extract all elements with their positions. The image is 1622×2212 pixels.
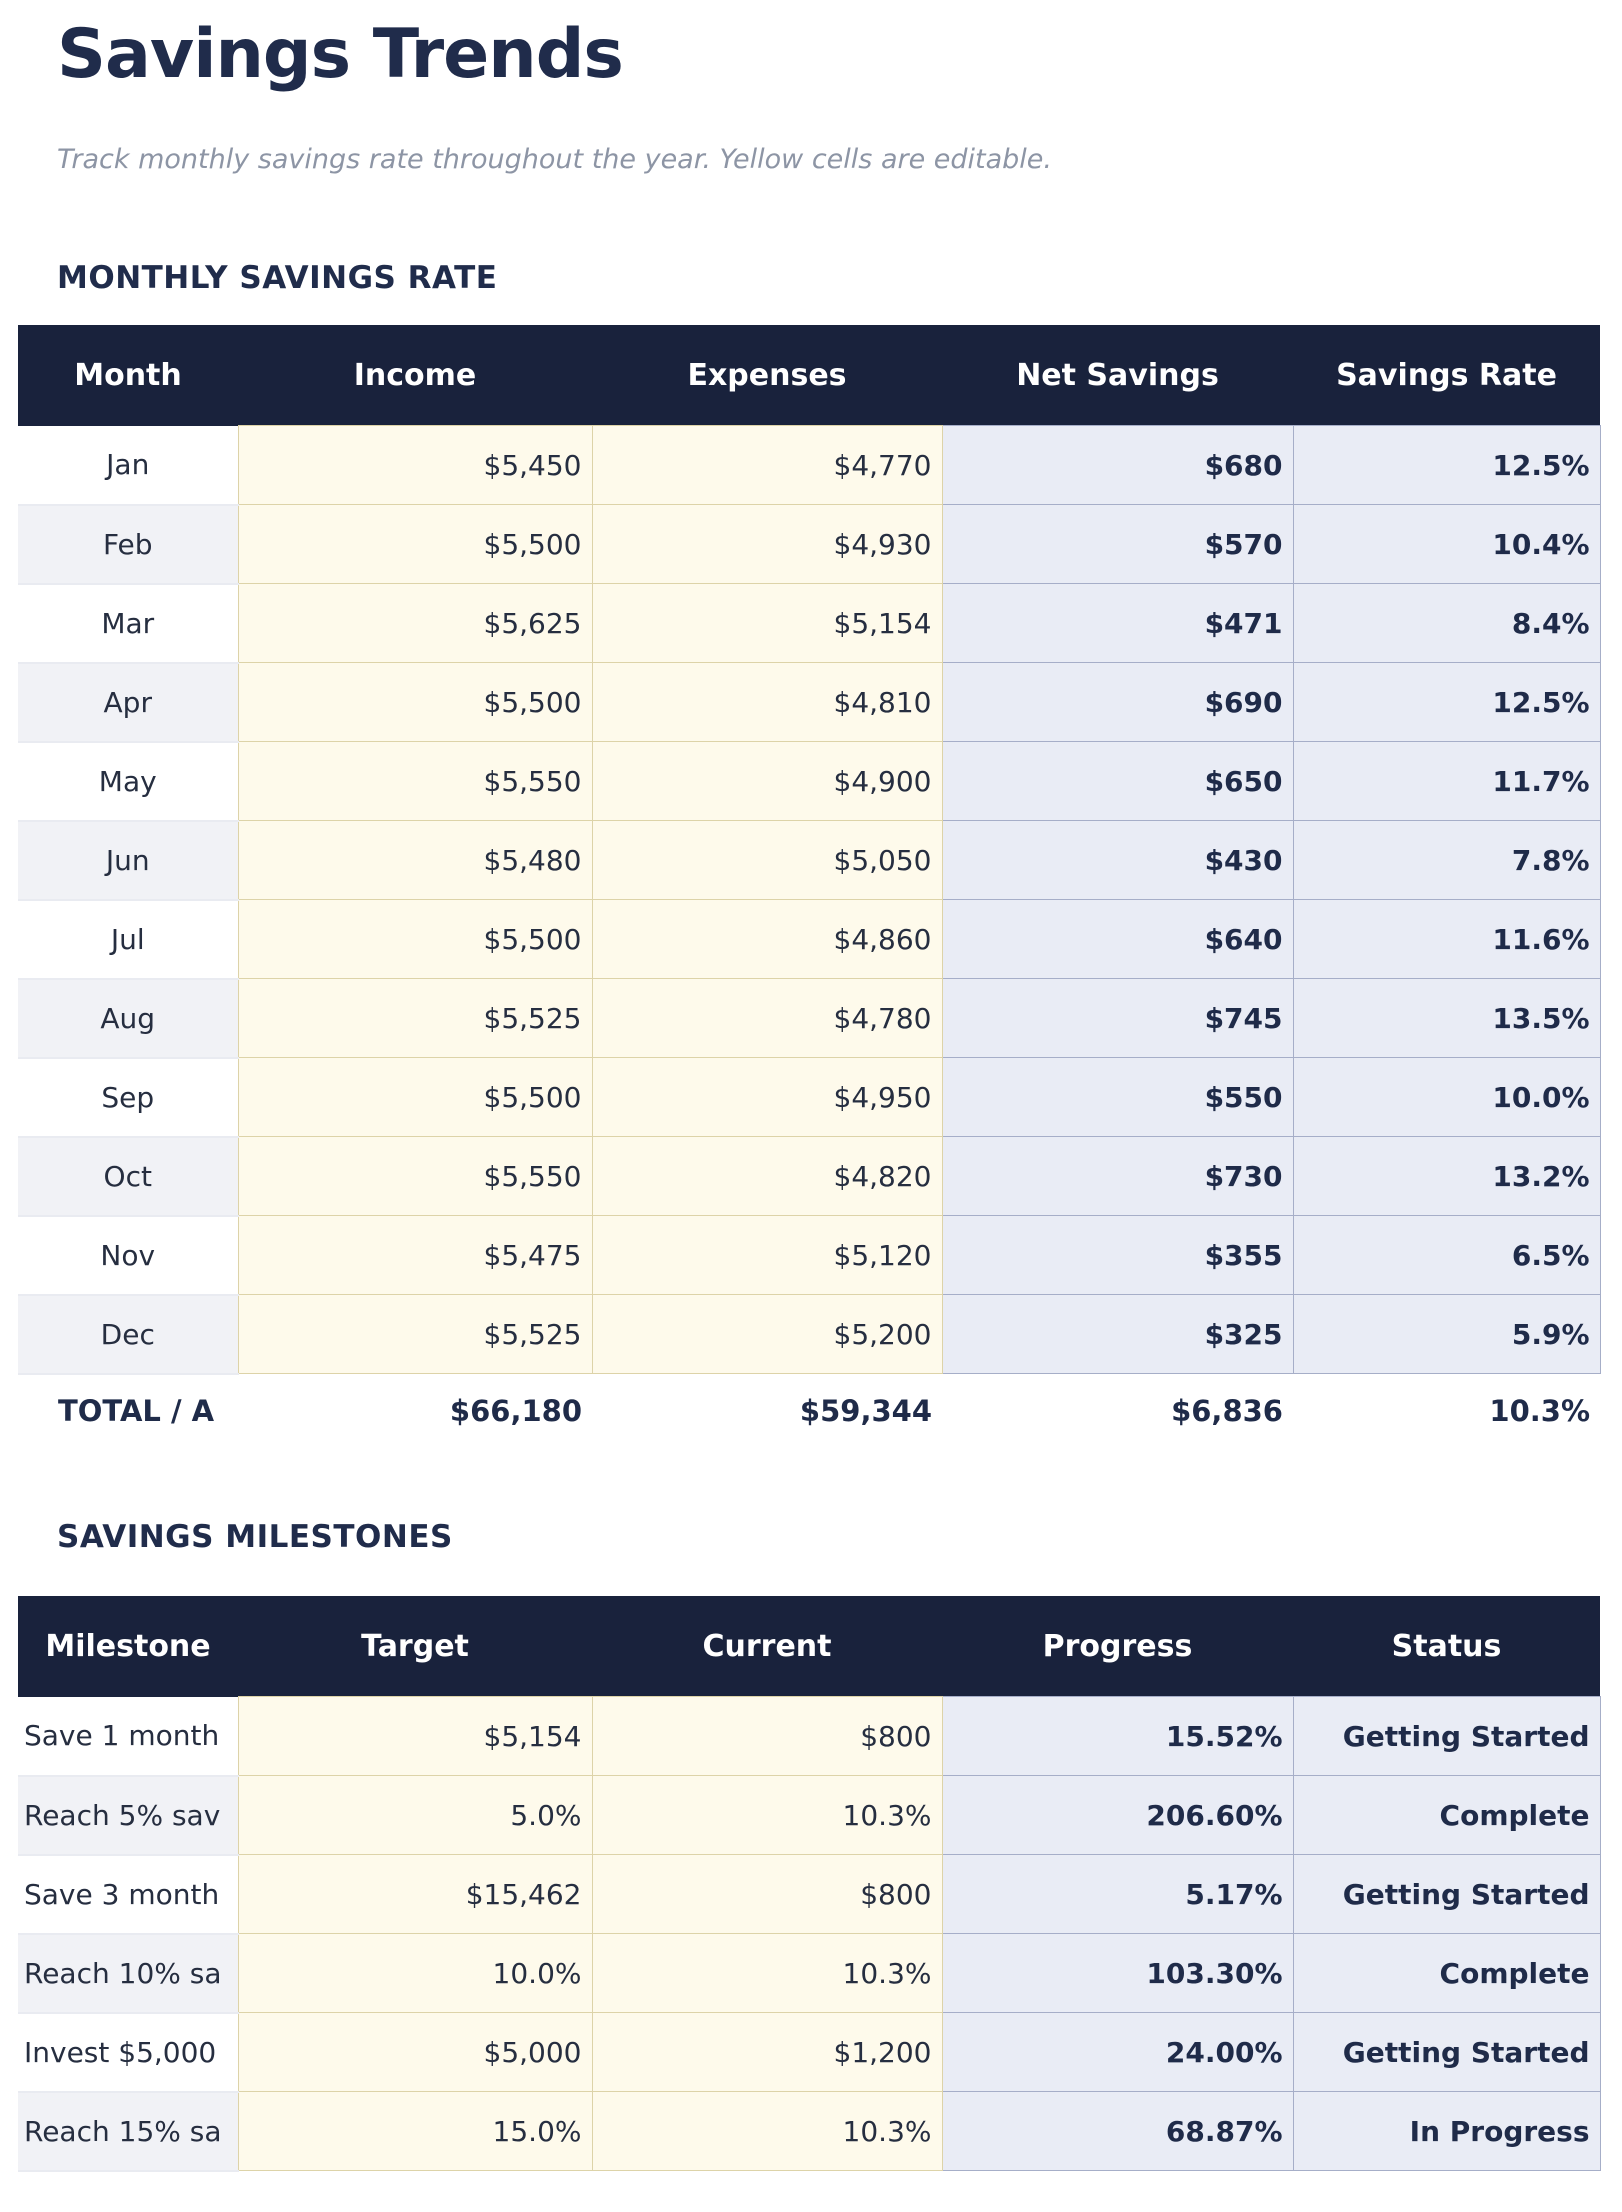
status-cell: In Progress	[1293, 2092, 1600, 2171]
column-header-milestone: Milestone	[18, 1596, 238, 1697]
progress-cell: 68.87%	[942, 2092, 1293, 2171]
milestone-cell: Save 3 month	[18, 1855, 238, 1934]
target-cell[interactable]: 5.0%	[238, 1776, 592, 1855]
net-savings-cell: $745	[942, 979, 1293, 1058]
income-cell[interactable]: $5,500	[238, 1058, 592, 1137]
income-cell[interactable]: $5,475	[238, 1216, 592, 1295]
total-savings-rate: 10.3%	[1293, 1374, 1600, 1448]
month-cell: May	[18, 742, 238, 821]
net-savings-cell: $355	[942, 1216, 1293, 1295]
monthly-savings-section	[0, 261, 1622, 1448]
target-cell[interactable]: $5,000	[238, 2013, 592, 2092]
total-income: $66,180	[238, 1374, 592, 1448]
total-expenses: $59,344	[592, 1374, 942, 1448]
total-net-savings: $6,836	[942, 1374, 1293, 1448]
net-savings-cell: $650	[942, 742, 1293, 821]
income-cell[interactable]: $5,500	[238, 505, 592, 584]
savings-rate-cell: 12.5%	[1293, 663, 1600, 742]
expenses-cell[interactable]: $4,780	[592, 979, 942, 1058]
month-cell: Jul	[18, 900, 238, 979]
current-cell[interactable]: 10.3%	[592, 1934, 942, 2013]
page	[0, 16, 1622, 2172]
expenses-cell[interactable]: $4,950	[592, 1058, 942, 1137]
table-row	[18, 1216, 1600, 1295]
page-title: Savings Trends	[57, 15, 623, 94]
progress-cell: 24.00%	[942, 2013, 1293, 2092]
savings-rate-cell: 5.9%	[1293, 1295, 1600, 1374]
month-cell: Oct	[18, 1137, 238, 1216]
column-header-target: Target	[238, 1596, 592, 1697]
savings-rate-cell: 13.5%	[1293, 979, 1600, 1058]
savings-rate-cell: 6.5%	[1293, 1216, 1600, 1295]
table-row	[18, 663, 1600, 742]
total-label: TOTAL / A	[18, 1374, 238, 1448]
expenses-cell[interactable]: $4,810	[592, 663, 942, 742]
status-cell: Complete	[1293, 1934, 1600, 2013]
income-cell[interactable]: $5,500	[238, 663, 592, 742]
net-savings-cell: $730	[942, 1137, 1293, 1216]
income-cell[interactable]: $5,625	[238, 584, 592, 663]
income-cell[interactable]: $5,550	[238, 742, 592, 821]
column-header-expenses: Expenses	[592, 325, 942, 426]
progress-cell: 103.30%	[942, 1934, 1293, 2013]
milestones-table	[18, 1596, 1601, 2172]
milestone-cell: Reach 15% sa	[18, 2092, 238, 2171]
savings-rate-cell: 11.6%	[1293, 900, 1600, 979]
monthly-table-body	[18, 426, 1600, 1374]
monthly-savings-heading: MONTHLY SAVINGS RATE	[57, 259, 498, 296]
month-cell: Mar	[18, 584, 238, 663]
expenses-cell[interactable]: $4,900	[592, 742, 942, 821]
total-row	[18, 1374, 1600, 1448]
monthly-savings-table	[18, 325, 1601, 1448]
status-cell: Getting Started	[1293, 2013, 1600, 2092]
target-cell[interactable]: 15.0%	[238, 2092, 592, 2171]
income-cell[interactable]: $5,500	[238, 900, 592, 979]
expenses-cell[interactable]: $5,050	[592, 821, 942, 900]
savings-rate-cell: 13.2%	[1293, 1137, 1600, 1216]
month-cell: Apr	[18, 663, 238, 742]
savings-rate-cell: 8.4%	[1293, 584, 1600, 663]
savings-rate-cell: 7.8%	[1293, 821, 1600, 900]
net-savings-cell: $690	[942, 663, 1293, 742]
expenses-cell[interactable]: $5,120	[592, 1216, 942, 1295]
income-cell[interactable]: $5,450	[238, 426, 592, 505]
table-row	[18, 1934, 1600, 2013]
month-cell: Aug	[18, 979, 238, 1058]
milestone-cell: Reach 5% sav	[18, 1776, 238, 1855]
table-row	[18, 505, 1600, 584]
month-cell: Dec	[18, 1295, 238, 1374]
expenses-cell[interactable]: $4,770	[592, 426, 942, 505]
column-header-month: Month	[18, 325, 238, 426]
column-header-current: Current	[592, 1596, 942, 1697]
savings-rate-cell: 10.0%	[1293, 1058, 1600, 1137]
column-header-progress: Progress	[942, 1596, 1293, 1697]
current-cell[interactable]: $800	[592, 1855, 942, 1934]
current-cell[interactable]: $800	[592, 1697, 942, 1776]
net-savings-cell: $471	[942, 584, 1293, 663]
table-row	[18, 900, 1600, 979]
savings-rate-cell: 11.7%	[1293, 742, 1600, 821]
target-cell[interactable]: $15,462	[238, 1855, 592, 1934]
page-subtitle: Track monthly savings rate throughout the year. Yellow cells are editable.	[57, 144, 1053, 176]
expenses-cell[interactable]: $4,860	[592, 900, 942, 979]
month-cell: Feb	[18, 505, 238, 584]
savings-milestones-heading: SAVINGS MILESTONES	[57, 1518, 453, 1555]
net-savings-cell: $640	[942, 900, 1293, 979]
expenses-cell[interactable]: $4,930	[592, 505, 942, 584]
month-cell: Nov	[18, 1216, 238, 1295]
expenses-cell[interactable]: $5,200	[592, 1295, 942, 1374]
status-cell: Complete	[1293, 1776, 1600, 1855]
current-cell[interactable]: 10.3%	[592, 1776, 942, 1855]
table-row	[18, 2013, 1600, 2092]
monthly-header-row	[18, 325, 1600, 426]
table-row	[18, 1776, 1600, 1855]
milestones-header-row	[18, 1596, 1600, 1697]
net-savings-cell: $550	[942, 1058, 1293, 1137]
expenses-cell[interactable]: $4,820	[592, 1137, 942, 1216]
target-cell[interactable]: $5,154	[238, 1697, 592, 1776]
table-row	[18, 1697, 1600, 1776]
income-cell[interactable]: $5,550	[238, 1137, 592, 1216]
expenses-cell[interactable]: $5,154	[592, 584, 942, 663]
month-cell: Jun	[18, 821, 238, 900]
progress-cell: 5.17%	[942, 1855, 1293, 1934]
table-row	[18, 2092, 1600, 2171]
current-cell[interactable]: 10.3%	[592, 2092, 942, 2171]
progress-cell: 206.60%	[942, 1776, 1293, 1855]
table-row	[18, 1855, 1600, 1934]
table-row	[18, 979, 1600, 1058]
month-cell: Jan	[18, 426, 238, 505]
column-header-net-savings: Net Savings	[942, 325, 1293, 426]
savings-rate-cell: 12.5%	[1293, 426, 1600, 505]
table-row	[18, 426, 1600, 505]
income-cell[interactable]: $5,480	[238, 821, 592, 900]
status-cell: Getting Started	[1293, 1855, 1600, 1934]
target-cell[interactable]: 10.0%	[238, 1934, 592, 2013]
net-savings-cell: $325	[942, 1295, 1293, 1374]
income-cell[interactable]: $5,525	[238, 979, 592, 1058]
column-header-income: Income	[238, 325, 592, 426]
progress-cell: 15.52%	[942, 1697, 1293, 1776]
net-savings-cell: $680	[942, 426, 1293, 505]
status-cell: Getting Started	[1293, 1697, 1600, 1776]
table-row	[18, 1137, 1600, 1216]
column-header-savings-rate: Savings Rate	[1293, 325, 1600, 426]
table-row	[18, 584, 1600, 663]
table-row	[18, 1295, 1600, 1374]
table-row	[18, 821, 1600, 900]
savings-milestones-section	[0, 1520, 1622, 2172]
current-cell[interactable]: $1,200	[592, 2013, 942, 2092]
net-savings-cell: $570	[942, 505, 1293, 584]
income-cell[interactable]: $5,525	[238, 1295, 592, 1374]
savings-rate-cell: 10.4%	[1293, 505, 1600, 584]
table-row	[18, 1058, 1600, 1137]
table-row	[18, 742, 1600, 821]
net-savings-cell: $430	[942, 821, 1293, 900]
milestone-cell: Save 1 month	[18, 1697, 238, 1776]
month-cell: Sep	[18, 1058, 238, 1137]
milestone-cell: Reach 10% sa	[18, 1934, 238, 2013]
column-header-status: Status	[1293, 1596, 1600, 1697]
milestones-table-body	[18, 1697, 1600, 2171]
milestone-cell: Invest $5,000	[18, 2013, 238, 2092]
